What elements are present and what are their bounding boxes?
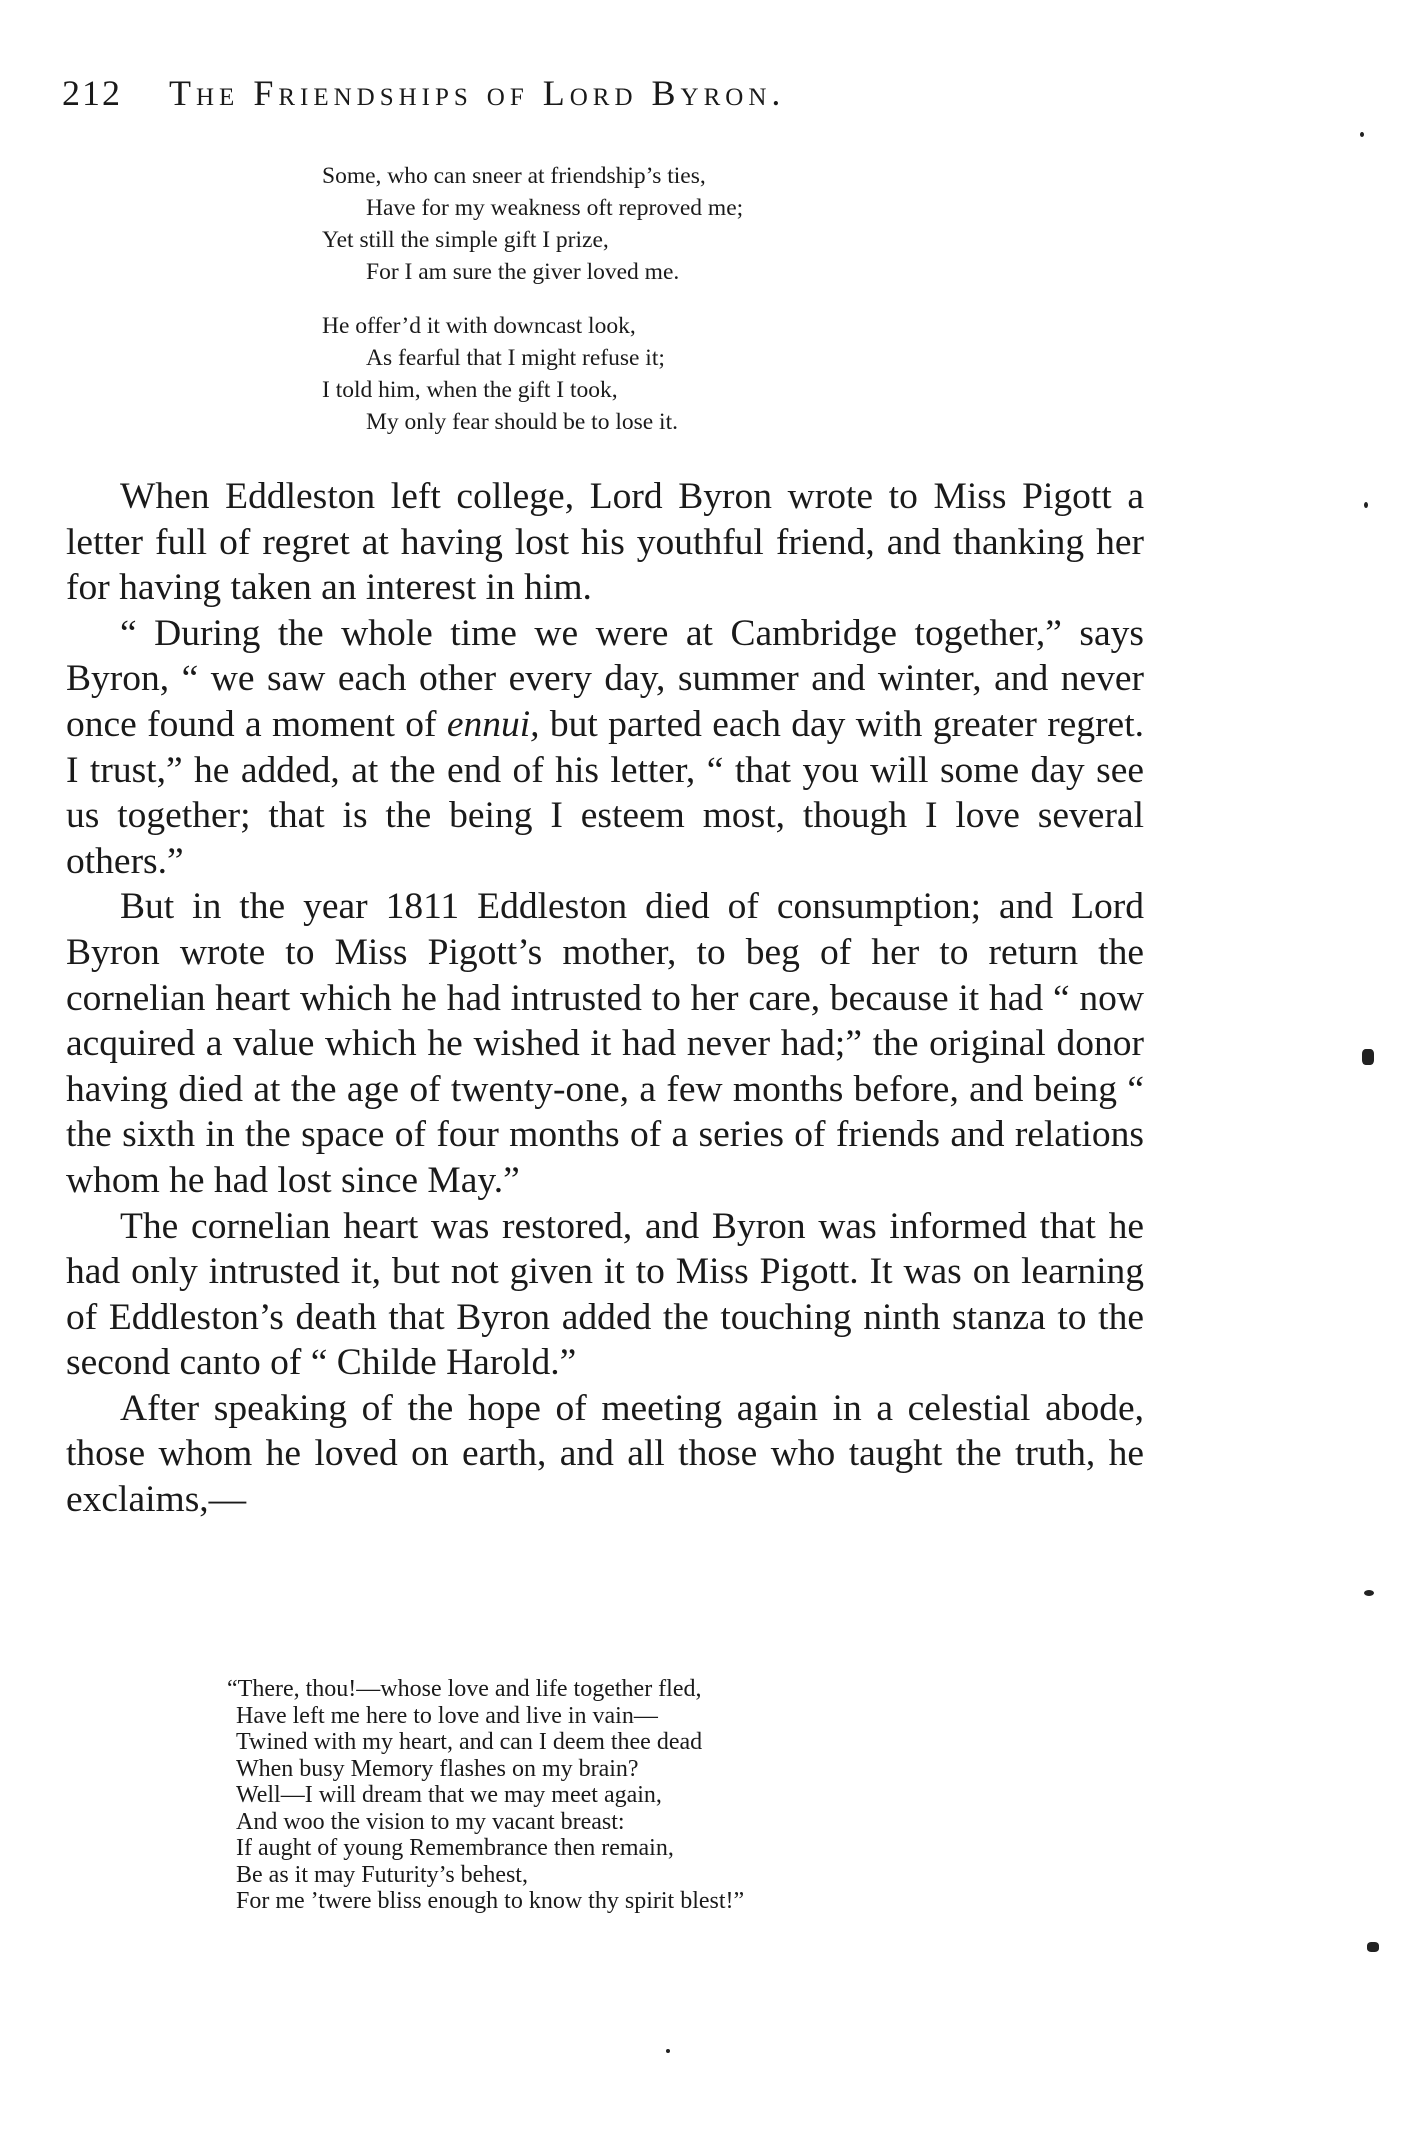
verse-line: If aught of young Remembrance then remain, bbox=[236, 1835, 674, 1861]
running-header bbox=[62, 72, 1062, 114]
verse-line: Some, who can sneer at friendship’s ties, bbox=[322, 163, 706, 189]
paragraph: After speaking of the hope of meeting again in a celestial abode, those whom he loved on earth, and all those who taught the truth, he exclaims,— bbox=[66, 1387, 1144, 1521]
verse-line: And woo the vision to my vacant breast: bbox=[236, 1808, 625, 1835]
verse-line: Well—I will dream that we may meet again, bbox=[236, 1782, 662, 1808]
body-text bbox=[66, 474, 1144, 1523]
scan-speck bbox=[1364, 1590, 1374, 1596]
poem-stanza-2 bbox=[322, 310, 678, 438]
scan-speck bbox=[1367, 1942, 1379, 1952]
verse-line: He offer’d it with downcast look, bbox=[322, 313, 636, 339]
scan-speck bbox=[1364, 502, 1368, 508]
verse-line: “There, thou!—whose love and life together fled, bbox=[227, 1676, 702, 1702]
verse-line: My only fear should be to lose it. bbox=[366, 409, 678, 435]
verse-line: As fearful that I might refuse it; bbox=[366, 345, 665, 371]
verse-line: I told him, when the gift I took, bbox=[322, 377, 618, 403]
scan-speck bbox=[1362, 1049, 1374, 1065]
verse-line: For me ’twere bliss enough to know thy spirit blest!” bbox=[236, 1888, 745, 1914]
paragraph: But in the year 1811 Eddleston died of consumption; and Lord Byron wrote to Miss Pigott’s mother, to beg of her to return the cornelian heart which he had intrusted to her care, because it had “ now acquired a value which he wished it had never had;” the original donor having died at the age of twenty-one, a few months before, and being “ the sixth in the space of four months of a series of friends and relations whom he had lost since May.” bbox=[66, 886, 1144, 1201]
paragraph: The cornelian heart was restored, and Byron was informed that he had only intrusted it, but not given it to Miss Pigott. It was on learning of Eddleston’s death that Byron added the touching ninth stanza to the second canto of “ Childe Harold.” bbox=[66, 1205, 1144, 1384]
scan-speck bbox=[666, 2049, 670, 2053]
quoted-stanza bbox=[227, 1676, 745, 1915]
verse-line: Be as it may Futurity’s behest, bbox=[236, 1861, 528, 1888]
verse-line: Yet still the simple gift I prize, bbox=[322, 227, 609, 253]
page-number: 212 bbox=[62, 73, 122, 113]
verse-line: When busy Memory flashes on my brain? bbox=[236, 1755, 639, 1782]
poem-stanza-1 bbox=[322, 160, 743, 288]
verse-line: Twined with my heart, and can I deem thee dead bbox=[236, 1729, 703, 1755]
scan-speck bbox=[1360, 132, 1364, 137]
emphasis: ennui, bbox=[446, 703, 540, 745]
verse-line: For I am sure the giver loved me. bbox=[366, 259, 680, 285]
verse-line: Have for my weakness oft reproved me; bbox=[366, 195, 744, 221]
verse-line: Have left me here to love and live in vain— bbox=[236, 1702, 658, 1729]
paragraph: When Eddleston left college, Lord Byron wrote to Miss Pigott a letter full of regret at having lost his youthful friend, and thanking her for having taken an interest in him. bbox=[66, 476, 1144, 609]
paragraph: “ During the whole time we were at Cambridge together,” says Byron, “ we saw each other every day, summer and winter, and never once found a moment of ennui, but parted each day with greater regret. I trust,” he added, at the end of his letter, “ that you will some day see us together; that is the being I esteem most, though I love several others.” bbox=[66, 612, 1144, 882]
running-title: The Friendships of Lord Byron. bbox=[169, 73, 786, 113]
